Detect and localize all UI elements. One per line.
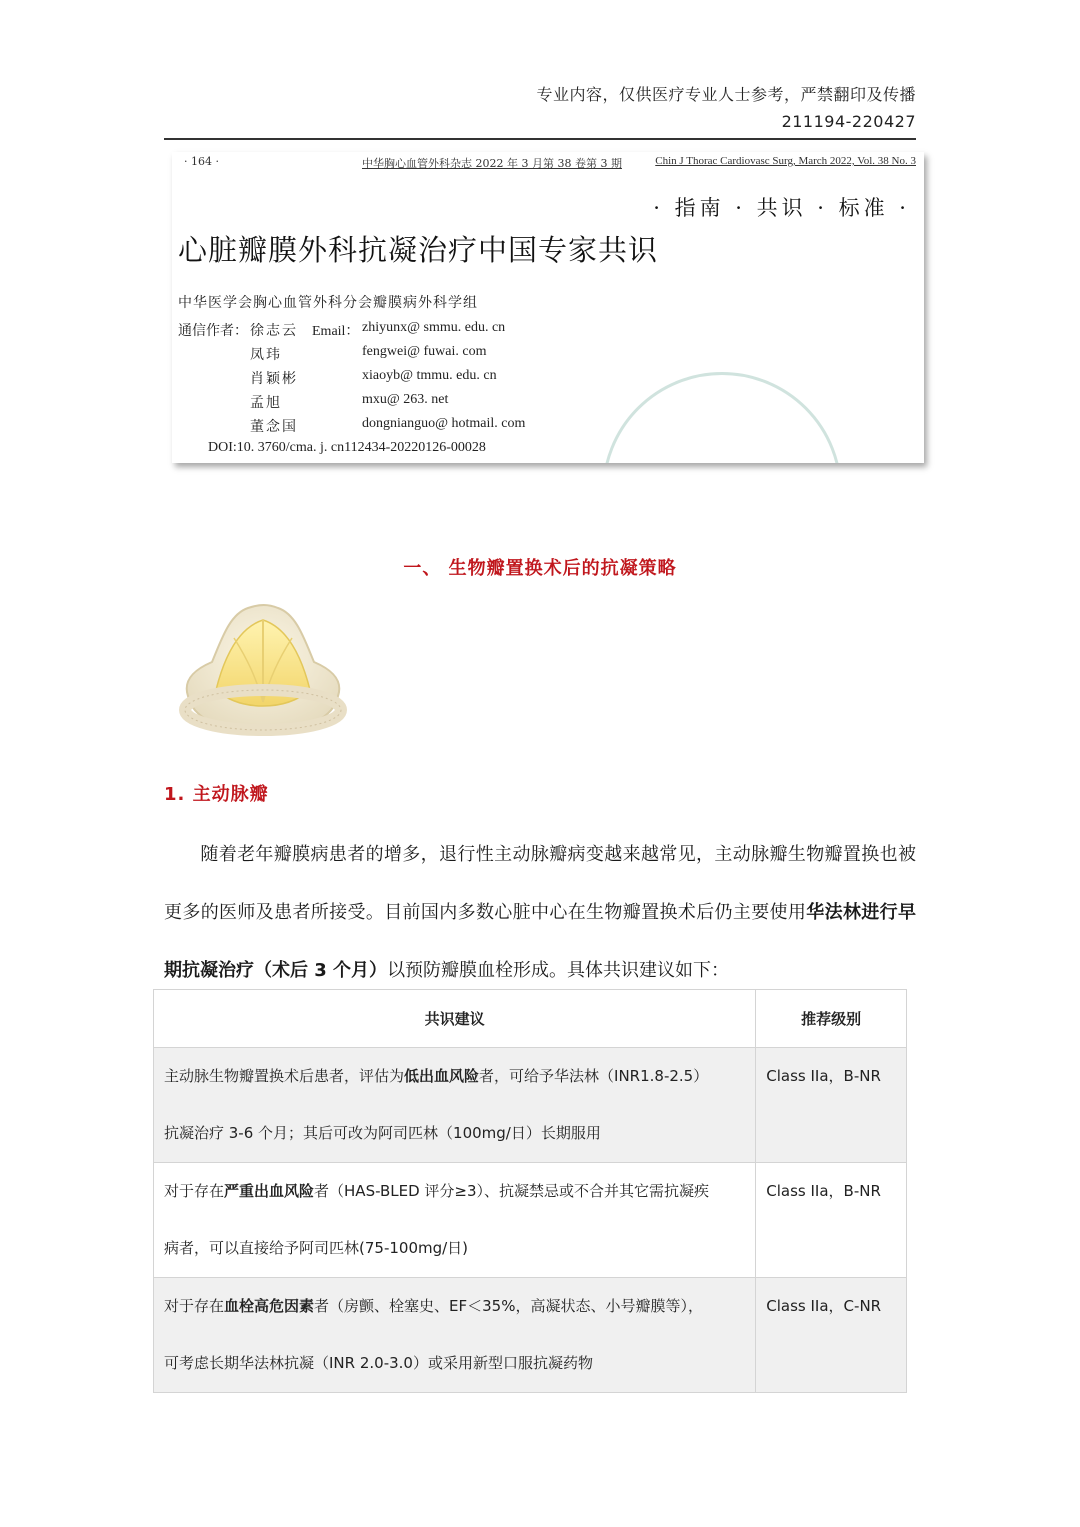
table-row [154,1278,907,1393]
class-text: Class IIa，B-NR [766,1182,881,1200]
recommendation-cell [154,1278,756,1393]
author-email: zhiyunx@ smmu. edu. cn [362,320,506,335]
recommendation-table [153,989,907,1393]
cell-text: 病者，可以直接给予阿司匹林(75-100mg/日) [164,1239,469,1257]
author-email: xiaoyb@ tmmu. edu. cn [362,368,497,383]
page-number: · 164 · [184,155,219,168]
journal-cn: 中华胸心血管外科杂志 2022 年 3 月第 38 卷第 3 期 [362,157,622,170]
column-header: 共识建议 [154,990,756,1048]
class-text: Class IIa，B-NR [766,1067,881,1085]
author-email: mxu@ 263. net [362,392,449,407]
paper-header-image [172,152,924,463]
column-header: 推荐级别 [756,990,907,1048]
recommendation-cell [154,1163,756,1278]
cell-emphasis: 严重出血风险 [224,1182,315,1200]
header-code: 211194-220427 [781,112,916,131]
class-text: Class IIa，C-NR [766,1297,882,1315]
email-label: Email： [312,324,360,339]
cell-text: 主动脉生物瓣置换术后患者，评估为 [164,1067,405,1085]
table-header-row [154,990,907,1048]
journal-en: Chin J Thorac Cardiovasc Surg, March 2022, Vol. 38 No. 3 [655,155,916,167]
author-email: dongnianguo@ hotmail. com [362,416,526,431]
paragraph-text: 以预防瓣膜血栓形成。具体共识建议如下： [387,960,730,981]
subsection-title: 1. 主动脉瓣 [164,784,269,805]
table-row [154,1163,907,1278]
author-name: 肖颖彬 [250,371,298,387]
cell-emphasis: 血栓高危因素 [224,1297,315,1315]
cell-text: 抗凝治疗 3-6 个月；其后可改为阿司匹林（100mg/日）长期服用 [164,1124,601,1142]
bioprosthetic-valve-image [168,598,358,748]
recommendation-cell [154,1048,756,1163]
author-name: 凤玮 [250,347,282,363]
cell-emphasis: 低出血风险 [404,1067,480,1085]
class-cell [756,1048,907,1163]
class-cell [756,1163,907,1278]
column-label: · 指南 · 共识 · 标准 · [653,196,910,220]
paper-title: 心脏瓣膜外科抗凝治疗中国专家共识 [178,233,659,267]
paragraph-emphasis: 华法林进行早期抗凝治疗（术后 3 个月） [164,902,916,981]
author-email: fengwei@ fuwai. com [362,344,487,359]
paper-org: 中华医学会胸心血管外科分会瓣膜病外科学组 [178,295,478,311]
author-name: 董念国 [250,419,298,435]
header-divider [164,138,916,140]
cell-text: 对于存在 [164,1182,225,1200]
contact-label: 通信作者： [178,323,248,339]
cell-text: 者，可给予华法林（INR1.8-2.5） [479,1067,709,1085]
class-cell [756,1278,907,1393]
author-name: 徐志云 [250,323,298,339]
watermark-stamp [602,372,842,463]
author-name: 孟旭 [250,395,282,411]
paper-doi: DOI:10. 3760/cma. j. cn112434-20220126-00028 [208,440,486,455]
table-row [154,1048,907,1163]
cell-text: 对于存在 [164,1297,225,1315]
paragraph-text: 随着老年瓣膜病患者的增多，退行性主动脉瓣病变越来越常见，主动脉瓣生物瓣置换也被更多的医师及患者所接受。目前国内多数心脏中心在生物瓣置换术后仍主要使用 [164,844,916,923]
cell-text: 者（HAS-BLED 评分≥3）、抗凝禁忌或不合并其它需抗凝疾 [314,1182,710,1200]
section-title: 一、 生物瓣置换术后的抗凝策略 [403,558,677,579]
cell-text: 可考虑长期华法林抗凝（INR 2.0-3.0）或采用新型口服抗凝药物 [164,1354,593,1372]
cell-text: 者（房颤、栓塞史、EF＜35%，高凝状态、小号瓣膜等）， [314,1297,703,1315]
body-paragraph [164,826,916,1000]
header-notice: 专业内容，仅供医疗专业人士参考，严禁翻印及传播 [536,85,916,104]
